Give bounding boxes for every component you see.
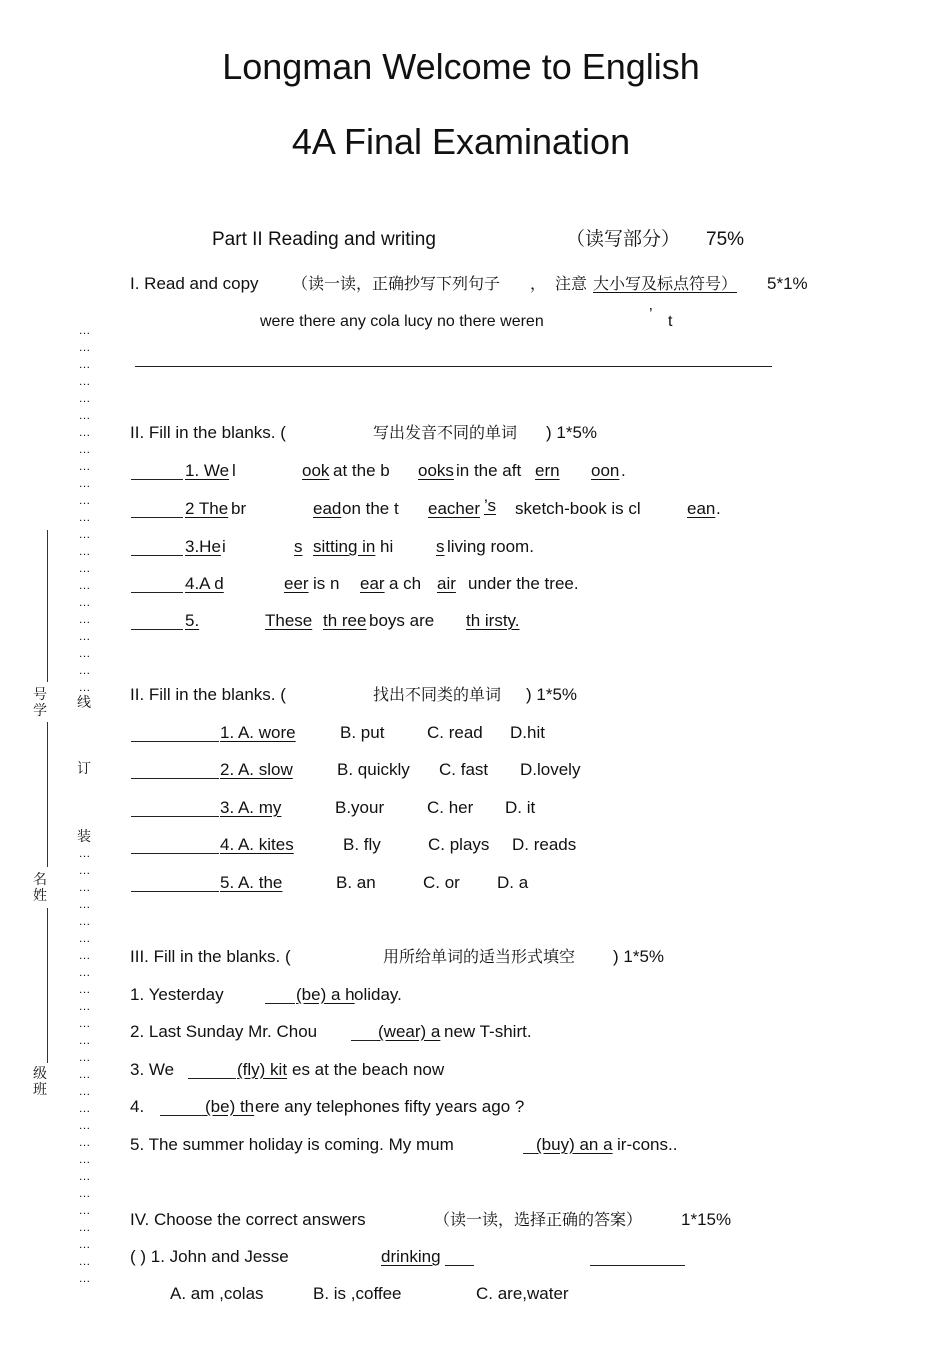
- sec2-sound: s: [294, 537, 303, 556]
- sec5-q1-blank-1[interactable]: [445, 1265, 474, 1266]
- sec5-q1-text: ( ) 1. John and Jesse: [130, 1247, 289, 1266]
- sec2-text: under the tree.: [468, 574, 579, 593]
- student-name-label: 名 姓: [33, 872, 47, 904]
- sec4-question-end: es at the beach now: [292, 1060, 445, 1079]
- part-percent: 75%: [706, 229, 745, 250]
- sec2-text: .: [716, 499, 721, 518]
- margin-line: [47, 908, 48, 1063]
- sec4-answer-blank[interactable]: [160, 1115, 205, 1116]
- sec3-answer-blank[interactable]: [131, 891, 219, 892]
- sec4-question-end: oliday.: [354, 985, 402, 1004]
- sec3-option-a: 1. A. wore: [220, 723, 296, 742]
- sec4-answer-blank[interactable]: [523, 1153, 536, 1154]
- sec2-sound: th ree: [323, 611, 367, 630]
- sec2-sound: eacher: [428, 499, 480, 518]
- sec2-sound: air: [437, 574, 456, 593]
- margin-line: [47, 722, 48, 867]
- sec2-answer-blank[interactable]: [131, 629, 183, 630]
- sec4-heading: III. Fill in the blanks. (: [130, 947, 291, 966]
- sec5-heading: IV. Choose the correct answers: [130, 1210, 366, 1229]
- sec4-given-word: (buy) an a: [536, 1135, 613, 1154]
- sec4-question: 1. Yesterday: [130, 985, 224, 1004]
- sec4-answer-blank[interactable]: [351, 1040, 378, 1041]
- sec2-heading: II. Fill in the blanks. (: [130, 423, 286, 442]
- sec2-text: i: [222, 537, 226, 556]
- sec2-text: l: [232, 461, 236, 480]
- sec3-answer-blank[interactable]: [131, 853, 219, 854]
- sec3-option-b: B. fly: [343, 835, 381, 854]
- sec4-question-end: ir-cons..: [617, 1135, 678, 1154]
- sec3-option-d: D. a: [497, 873, 529, 892]
- sec5-q1-word: drinking: [381, 1247, 441, 1266]
- sec2-instruction: 写出发音不同的单词: [373, 423, 518, 442]
- sec3-option-a: 2. A. slow: [220, 760, 293, 779]
- binding-zhuang-char: 装: [77, 829, 91, 845]
- sec1-answer-line[interactable]: [135, 366, 772, 367]
- sec5-q1-option-a[interactable]: A. am ,colas: [170, 1284, 264, 1303]
- sec4-question: 4.: [130, 1097, 145, 1116]
- title-line-1: Longman Welcome to English: [222, 46, 700, 87]
- binding-dots-bottom: … … … … … … … … … … … … … … … … … … … … … … … … … …: [78, 846, 90, 1285]
- sec1-instruction-c: 大小写及标点符号）: [593, 274, 738, 293]
- sec1-comma: ，: [530, 274, 547, 293]
- sec4-instruction: 用所给单词的适当形式填空: [383, 947, 576, 966]
- sec2-score: ) 1*5%: [546, 423, 598, 442]
- binding-dots-top: … … … … … … … … … … … … … … … … … … … … … …: [78, 323, 90, 694]
- sec4-answer-blank[interactable]: [188, 1078, 236, 1079]
- sec3-option-d: D.lovely: [520, 760, 581, 779]
- sec2-answer-blank[interactable]: [131, 479, 183, 480]
- sec3-option-a: 4. A. kites: [220, 835, 294, 854]
- sec5-score: 1*15%: [681, 1210, 732, 1229]
- sec5-q1-blank-2[interactable]: [590, 1265, 685, 1266]
- sec2-item-num: 2 The: [185, 499, 229, 518]
- sec3-option-b: B. quickly: [337, 760, 410, 779]
- sec2-item-num: 1. We: [185, 461, 230, 480]
- sec2-sound: s: [436, 537, 445, 556]
- sec3-option-d: D.hit: [510, 723, 545, 742]
- sec2-text: a ch: [389, 574, 422, 593]
- sec4-question: 3. We: [130, 1060, 175, 1079]
- sec2-text: boys are: [369, 611, 435, 630]
- sec4-question-end: ere any telephones fifty years ago ?: [255, 1097, 525, 1116]
- sec2-text: on the t: [342, 499, 399, 518]
- sec2-answer-blank[interactable]: [131, 517, 183, 518]
- sec2-text: in the aft: [456, 461, 522, 480]
- sec3-option-b: B. an: [336, 873, 376, 892]
- sec1-apostrophe: ’: [649, 306, 653, 323]
- sec3-option-a: 3. A. my: [220, 798, 282, 817]
- sec3-option-c: C. read: [427, 723, 483, 742]
- class-label: 级 班: [33, 1066, 47, 1098]
- sec2-sound: ean: [687, 499, 716, 518]
- sec2-answer-blank[interactable]: [131, 555, 183, 556]
- sec3-option-d: D. it: [505, 798, 536, 817]
- sec2-sound: ’s: [484, 496, 496, 515]
- sec1-t: t: [668, 313, 673, 330]
- sec2-sound: ear: [360, 574, 385, 593]
- sec3-answer-blank[interactable]: [131, 741, 219, 742]
- sec1-heading: I. Read and copy: [130, 274, 259, 293]
- sec4-question: 2. Last Sunday Mr. Chou: [130, 1022, 318, 1041]
- sec2-sound: ead: [313, 499, 342, 518]
- binding-ding-char: 订: [77, 761, 91, 777]
- sec2-text: sitting in: [313, 537, 376, 556]
- sec3-option-b: B. put: [340, 723, 385, 742]
- sec2-answer-blank[interactable]: [131, 592, 183, 593]
- title-line-2: 4A Final Examination: [291, 121, 631, 162]
- sec4-given-word: (wear) a: [378, 1022, 441, 1041]
- binding-line-char: 线: [77, 695, 91, 711]
- sec2-item-num: 5.: [185, 611, 200, 630]
- sec1-instruction-b: 注意: [555, 274, 588, 293]
- sec2-text: br: [231, 499, 247, 518]
- sec3-option-c: C. plays: [428, 835, 490, 854]
- sec5-q1-option-b[interactable]: B. is ,coffee: [313, 1284, 402, 1303]
- student-id-label: 号 学: [33, 687, 47, 719]
- sec2-text: living room.: [447, 537, 534, 556]
- sec3-option-d: D. reads: [512, 835, 577, 854]
- sec3-instruction: 找出不同类的单词: [373, 685, 502, 704]
- sec2-item-num: 3.He: [185, 537, 221, 556]
- margin-line: [47, 530, 48, 682]
- sec4-score: ) 1*5%: [613, 947, 665, 966]
- sec3-answer-blank[interactable]: [131, 778, 219, 779]
- sec4-question: 5. The summer holiday is coming. My mum: [130, 1135, 454, 1154]
- sec2-sound: eer: [284, 574, 309, 593]
- sec4-given-word: (fly) kit: [237, 1060, 288, 1079]
- sec2-sound: These: [265, 611, 313, 630]
- sec4-question-end: new T-shirt.: [444, 1022, 532, 1041]
- sec3-answer-blank[interactable]: [131, 816, 219, 817]
- sec4-given-word: (be) a h: [296, 985, 355, 1004]
- sec2-text: at the b: [333, 461, 390, 480]
- sec2-sound: oon: [591, 461, 620, 480]
- sec5-q1-option-c[interactable]: C. are,water: [476, 1284, 569, 1303]
- sec3-score: ) 1*5%: [526, 685, 578, 704]
- sec2-text: .: [621, 461, 626, 480]
- sec3-option-c: C. fast: [439, 760, 489, 779]
- sec3-option-b: B.your: [335, 798, 385, 817]
- sec3-option-a: 5. A. the: [220, 873, 283, 892]
- sec2-sound: ooks: [418, 461, 454, 480]
- sec5-instruction: （读一读，选择正确的答案）: [434, 1210, 643, 1229]
- sec3-heading: II. Fill in the blanks. (: [130, 685, 286, 704]
- sec1-sentence: were there any cola lucy no there weren: [260, 313, 544, 330]
- sec2-text: is n: [313, 574, 340, 593]
- sec4-given-word: (be) th: [205, 1097, 255, 1116]
- sec3-option-c: C. or: [423, 873, 460, 892]
- sec3-option-c: C. her: [427, 798, 474, 817]
- sec2-sound: th irsty.: [466, 611, 520, 630]
- sec2-sound: ook: [302, 461, 330, 480]
- part-label-cn: （读写部分）: [566, 228, 681, 250]
- sec1-score: 5*1%: [767, 274, 808, 293]
- sec2-text: sketch-book is cl: [515, 499, 641, 518]
- part-label: Part II Reading and writing: [212, 229, 436, 250]
- sec4-answer-blank[interactable]: [265, 1003, 295, 1004]
- sec2-item-num: 4.A d: [185, 574, 224, 593]
- sec2-text: hi: [380, 537, 394, 556]
- sec2-sound: ern: [535, 461, 560, 480]
- sec1-instruction-a: （读一读，正确抄写下列句子: [292, 274, 501, 293]
